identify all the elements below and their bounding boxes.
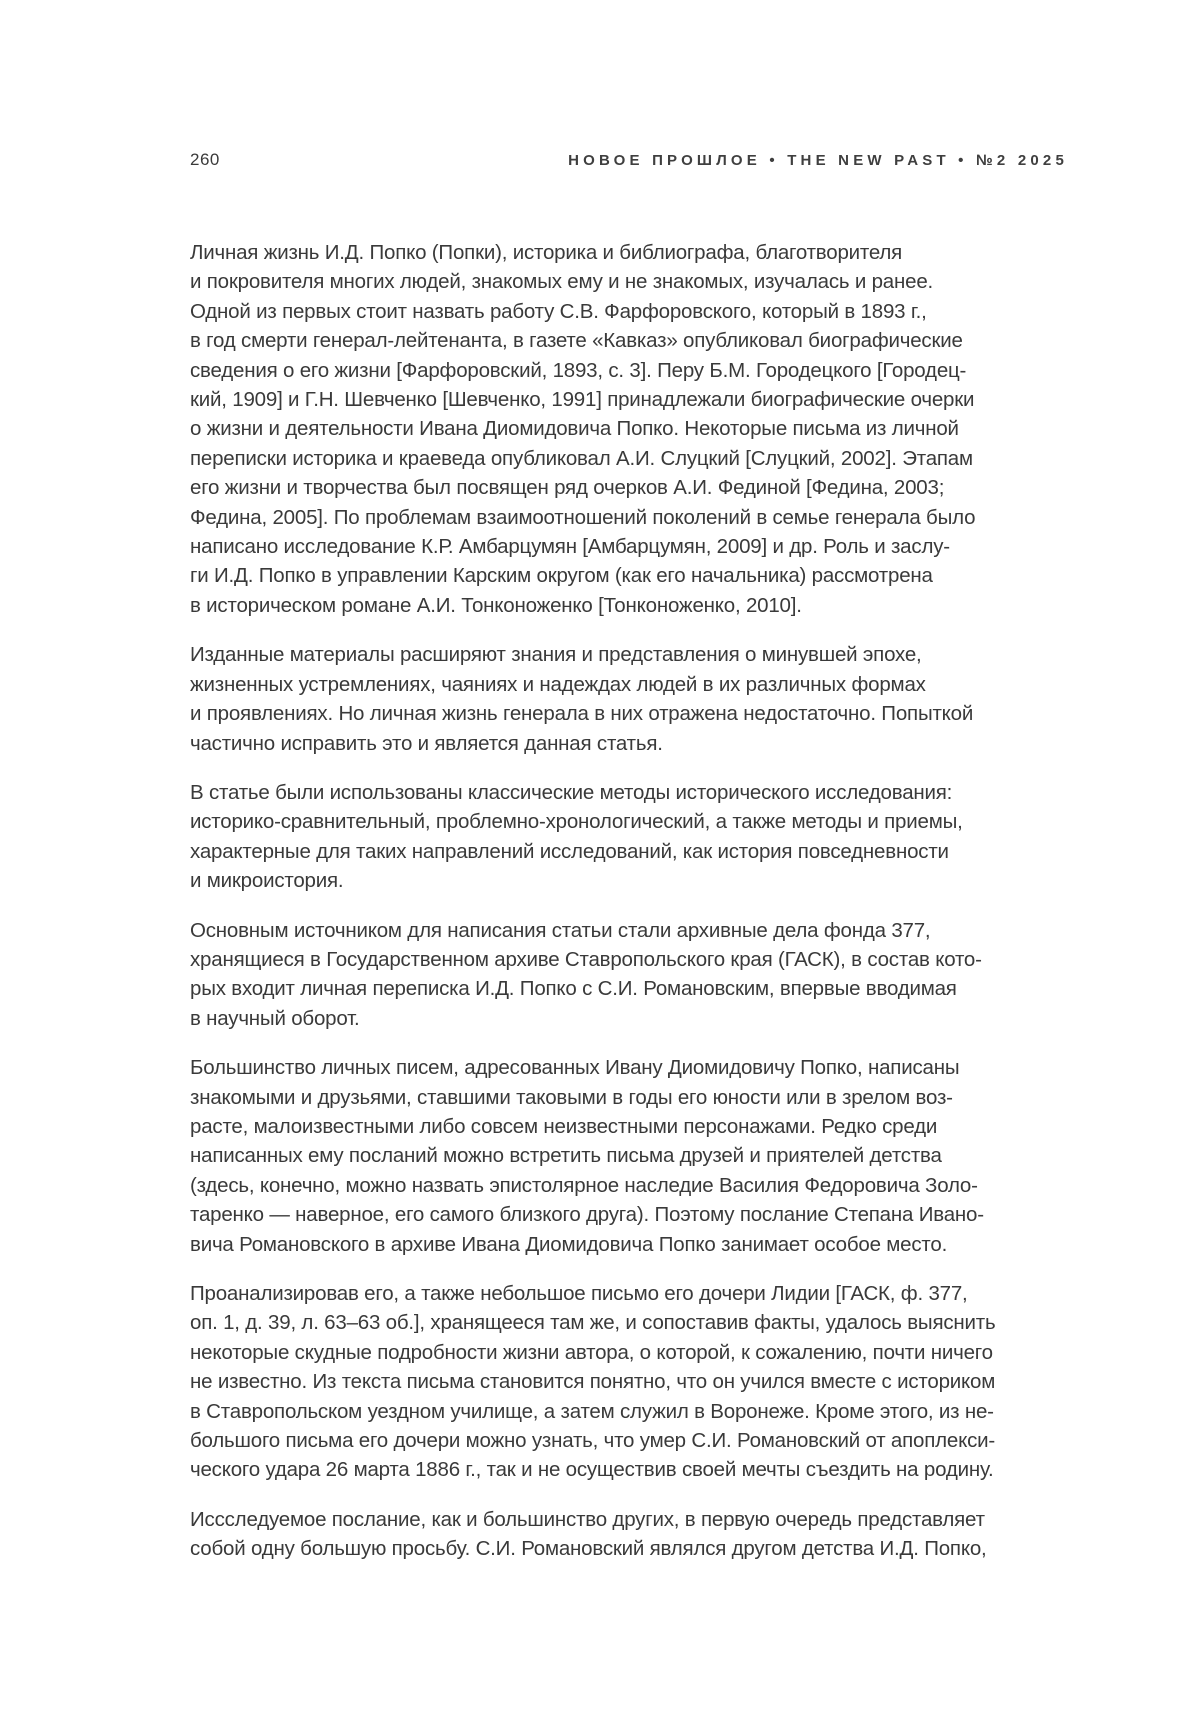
paragraph: В статье были использованы классические методы исторического исследования: историко-сравнительный, проблемно-хронологический, а также методы и приемы, характерные для таких направлений исследований, как история повседневности и микроистория. bbox=[190, 780, 963, 893]
running-head: НОВОЕ ПРОШЛОЕ • THE NEW PAST • №2 2025 bbox=[568, 152, 1068, 169]
paragraph: Иссследуемое послание, как и большинство других, в первую очередь представляет собой одну большую просьбу. С.И. Романовский являлся другом детства И.Д. Попко, bbox=[190, 1507, 987, 1561]
article-body bbox=[190, 238, 1040, 1584]
page-header bbox=[190, 150, 1068, 170]
page-number: 260 bbox=[190, 150, 220, 169]
paragraph: Основным источником для написания статьи стали архивные дела фонда 377, хранящиеся в Государственном архиве Ставропольского края (ГАСК), в состав кото- рых входит личная переписка И.Д. Попко с С.И. Романовским, впервые вводимая в научный оборот. bbox=[190, 918, 982, 1030]
paragraph: Большинство личных писем, адресованных Ивану Диомидовичу Попко, написаны знакомыми и друзьями, ставшими таковыми в годы его юности или в зрелом воз- расте, малоизвестными либо совсем неизвестными персонажами. Редко среди написанных ему посланий можно встретить письма друзей и приятелей детства (здесь, конечно, можно назвать эпистолярное наследие Василия Федоровича Золо- таренко — наверное, его самого близкого друга). Поэтому послание Степана Ивано- вича Романовского в архиве Ивана Диомидовича Попко занимает особое место. bbox=[190, 1056, 984, 1256]
paragraph: Проанализировав его, а также небольшое письмо его дочери Лидии [ГАСК, ф. 377, оп. 1, д. 39, л. 63–63 об.], хранящееся там же, и сопоставив факты, удалось выяснить некоторые скудные подробности жизни автора, о которой, к сожалению, почти ничего не известно. Из текста письма становится понятно, что он учился вместе с историком в Ставропольском уездном училище, а затем служил в Воронеже. Кроме этого, из не- большого письма его дочери можно узнать, что умер С.И. Романовский от апоплекси- ческого удара 26 марта 1886 г., так и не осуществив своей мечты съездить на родину. bbox=[190, 1282, 996, 1482]
paragraph: Изданные материалы расширяют знания и представления о минувшей эпохе, жизненных устремлениях, чаяниях и надеждах людей в их различных формах и проявлениях. Но личная жизнь генерала в них отражена недостаточно. Попыткой частично исправить это и является данная статья. bbox=[190, 643, 974, 755]
paragraph: Личная жизнь И.Д. Попко (Попки), историка и библиографа, благотворителя и покровителя многих людей, знакомых ему и не знакомых, изучалась и ранее. Одной из первых стоит назвать работу С.В. Фарфоровского, который в 1893 г., в год смерти генерал-лейтенанта, в газете «Кавказ» опубликовал биографические сведения о его жизни [Фарфоровский, 1893, с. 3]. Перу Б.М. Городецкого [Городец- кий, 1909] и Г.Н. Шевченко [Шевченко, 1991] принадлежали биографические очерки о жизни и деятельности Ивана Диомидовича Попко. Некоторые письма из личной переписки историка и краеведа опубликовал А.И. Слуцкий [Слуцкий, 2002]. Этапам его жизни и творчества был посвящен ряд очерков А.И. Фединой [Федина, 2003; Федина, 2005]. По проблемам взаимоотношений поколений в семье генерала было написано исследование К.Р. Амбарцумян [Амбарцумян, 2009] и др. Роль и заслу- ги И.Д. Попко в управлении Карским округом (как его начальника) рассмотрена в историческом романе А.И. Тонконоженко [Тонконоженко, 2010]. bbox=[190, 241, 976, 617]
